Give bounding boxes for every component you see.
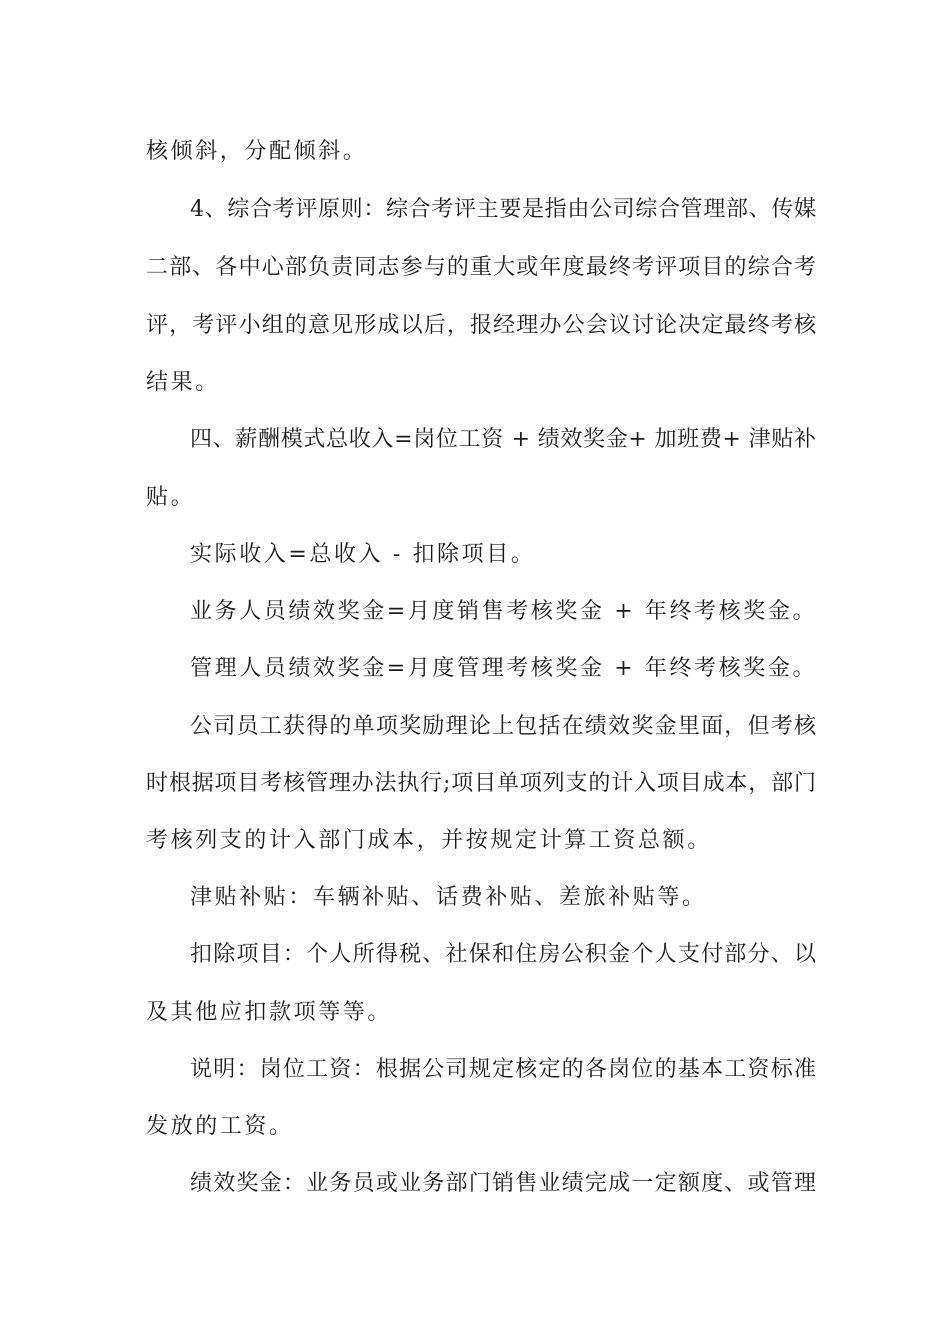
paragraph-line: 四、薪酬模式总收入=岗位工资 + 绩效奖金+ 加班费+ 津贴补 [190, 427, 816, 452]
text-line: 发放的工资。 [146, 1114, 294, 1139]
text-line: 结果。 [146, 370, 220, 395]
paragraph-line: 评，考评小组的意见形成以后，报经理办公会议讨论决定最终考核 [146, 313, 816, 338]
paragraph-line: 公司员工获得的单项奖励理论上包括在绩效奖金里面，但考核 [190, 714, 816, 739]
paragraph-line: 二部、各中心部负责同志参与的重大或年度最终考评项目的综合考 [146, 255, 816, 280]
text-line: 津贴补贴：车辆补贴、话费补贴、差旅补贴等。 [190, 885, 707, 910]
paragraph-line: 时根据项目考核管理办法执行;项目单项列支的计入项目成本，部门 [146, 771, 816, 796]
text-line: 及其他应扣款项等等。 [146, 1000, 393, 1025]
text-line: 实际收入=总收入 - 扣除项目。 [190, 542, 536, 567]
paragraph-line: 4、综合考评原则：综合考评主要是指由公司综合管理部、传媒 [190, 197, 816, 222]
text-line: 贴。 [146, 485, 196, 510]
paragraph-line: 说明：岗位工资：根据公司规定核定的各岗位的基本工资标准 [190, 1057, 816, 1082]
text-line: 业务人员绩效奖金=月度销售考核奖金 + 年终考核奖金。 [190, 599, 818, 624]
text-line: 考核列支的计入部门成本，并按规定计算工资总额。 [146, 828, 712, 853]
text-line: 核倾斜，分配倾斜。 [146, 139, 368, 164]
text-line: 管理人员绩效奖金=月度管理考核奖金 + 年终考核奖金。 [190, 656, 818, 681]
paragraph-line: 绩效奖金：业务员或业务部门销售业绩完成一定额度、或管理 [190, 1171, 816, 1196]
paragraph-line: 扣除项目：个人所得税、社保和住房公积金个人支付部分、以 [190, 942, 816, 967]
